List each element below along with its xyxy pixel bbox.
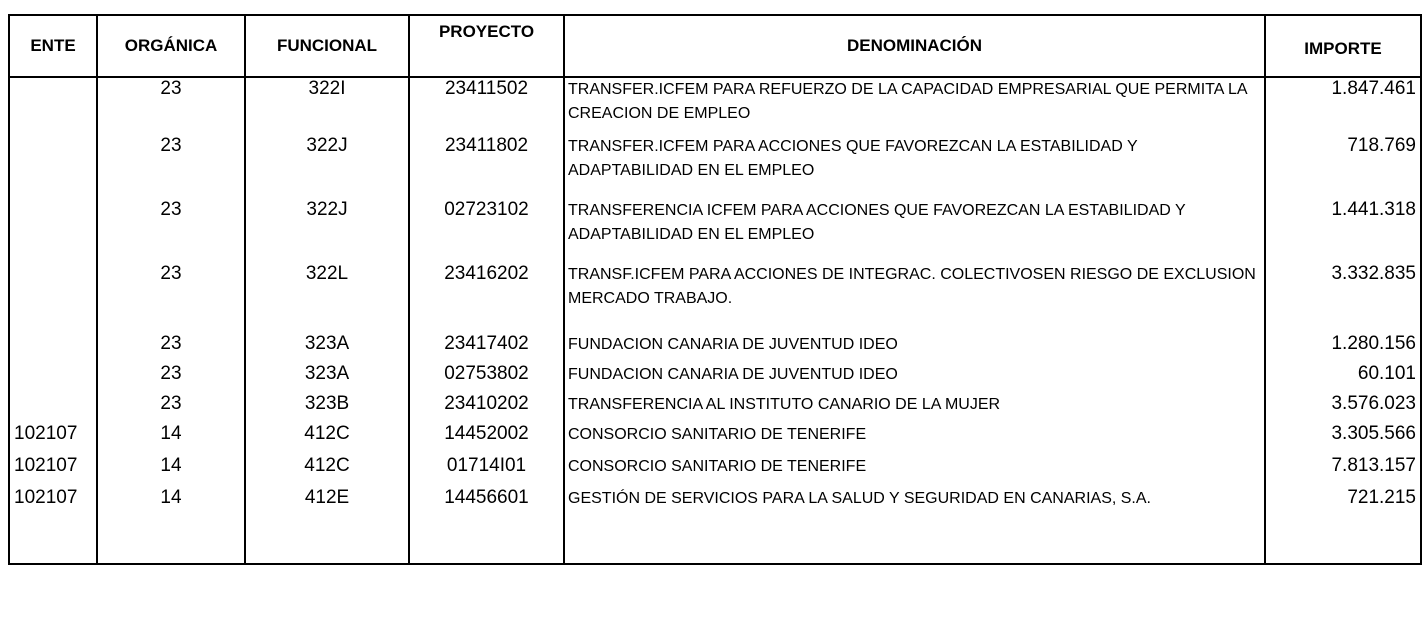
cell-importe: 1.847.461 [1265, 77, 1421, 135]
cell-proyecto: 23410202 [409, 393, 564, 423]
cell-proyecto: 02723102 [409, 199, 564, 263]
cell-importe: 7.813.157 [1265, 455, 1421, 487]
cell-ente [9, 363, 97, 393]
cell-denominacion: TRANSFERENCIA AL INSTITUTO CANARIO DE LA MUJER [564, 393, 1265, 423]
cell-funcional: 412C [245, 423, 409, 455]
cell-importe: 1.280.156 [1265, 333, 1421, 363]
cell-importe: 3.305.566 [1265, 423, 1421, 455]
cell-importe: 1.441.318 [1265, 199, 1421, 263]
cell-funcional: 322J [245, 135, 409, 199]
cell-ente [9, 135, 97, 199]
cell-organica: 23 [97, 263, 245, 333]
cell-importe: 3.332.835 [1265, 263, 1421, 333]
cell-ente [9, 393, 97, 423]
cell-proyecto: 23416202 [409, 263, 564, 333]
budget-table-page [8, 14, 1420, 601]
table-row [9, 135, 1421, 199]
cell-denominacion: GESTIÓN DE SERVICIOS PARA LA SALUD Y SEGURIDAD EN CANARIAS, S.A. [564, 487, 1265, 564]
table-row [9, 333, 1421, 363]
cell-organica: 14 [97, 487, 245, 564]
header-organica: ORGÁNICA [97, 15, 245, 77]
cell-denominacion: CONSORCIO SANITARIO DE TENERIFE [564, 455, 1265, 487]
cell-proyecto: 01714I01 [409, 455, 564, 487]
cell-funcional: 323B [245, 393, 409, 423]
cell-funcional: 323A [245, 363, 409, 393]
cell-organica: 23 [97, 333, 245, 363]
cell-proyecto: 14452002 [409, 423, 564, 455]
header-funcional: FUNCIONAL [245, 15, 409, 77]
cell-ente: 102107 [9, 423, 97, 455]
cell-proyecto: 23417402 [409, 333, 564, 363]
cell-ente [9, 263, 97, 333]
table-row [9, 487, 1421, 564]
table-row [9, 77, 1421, 135]
budget-table [8, 14, 1422, 565]
header-ente: ENTE [9, 15, 97, 77]
cell-funcional: 322J [245, 199, 409, 263]
cell-importe: 721.215 [1265, 487, 1421, 564]
cell-organica: 14 [97, 455, 245, 487]
cell-ente [9, 77, 97, 135]
cell-proyecto: 23411502 [409, 77, 564, 135]
cell-denominacion: TRANSFERENCIA ICFEM PARA ACCIONES QUE FAVOREZCAN LA ESTABILIDAD Y ADAPTABILIDAD EN EL EMPLEO [564, 199, 1265, 263]
header-proyecto: PROYECTO [409, 15, 564, 77]
cell-organica: 14 [97, 423, 245, 455]
cell-denominacion: CONSORCIO SANITARIO DE TENERIFE [564, 423, 1265, 455]
cell-funcional: 412C [245, 455, 409, 487]
table-row [9, 455, 1421, 487]
table-row [9, 393, 1421, 423]
cell-denominacion: FUNDACION CANARIA DE JUVENTUD IDEO [564, 333, 1265, 363]
cell-denominacion: TRANSFER.ICFEM PARA ACCIONES QUE FAVOREZCAN LA ESTABILIDAD Y ADAPTABILIDAD EN EL EMPLEO [564, 135, 1265, 199]
cell-proyecto: 23411802 [409, 135, 564, 199]
cell-importe: 3.576.023 [1265, 393, 1421, 423]
cell-denominacion: TRANSF.ICFEM PARA ACCIONES DE INTEGRAC. COLECTIVOSEN RIESGO DE EXCLUSION MERCADO TRABAJO. [564, 263, 1265, 333]
table-row [9, 423, 1421, 455]
cell-organica: 23 [97, 199, 245, 263]
table-row [9, 263, 1421, 333]
cell-denominacion: TRANSFER.ICFEM PARA REFUERZO DE LA CAPACIDAD EMPRESARIAL QUE PERMITA LA CREACION DE EMPLEO [564, 77, 1265, 135]
header-row [9, 15, 1421, 77]
cell-proyecto: 14456601 [409, 487, 564, 564]
cell-denominacion: FUNDACION CANARIA DE JUVENTUD IDEO [564, 363, 1265, 393]
cell-funcional: 322L [245, 263, 409, 333]
cell-funcional: 412E [245, 487, 409, 564]
cell-organica: 23 [97, 135, 245, 199]
cell-ente: 102107 [9, 455, 97, 487]
cell-organica: 23 [97, 363, 245, 393]
cell-ente [9, 333, 97, 363]
table-row [9, 363, 1421, 393]
header-importe: IMPORTE [1265, 15, 1421, 77]
cell-importe: 60.101 [1265, 363, 1421, 393]
cell-funcional: 323A [245, 333, 409, 363]
header-denominacion: DENOMINACIÓN [564, 15, 1265, 77]
cell-organica: 23 [97, 393, 245, 423]
cell-ente [9, 199, 97, 263]
cell-organica: 23 [97, 77, 245, 135]
cell-funcional: 322I [245, 77, 409, 135]
cell-proyecto: 02753802 [409, 363, 564, 393]
cell-importe: 718.769 [1265, 135, 1421, 199]
table-row [9, 199, 1421, 263]
cell-ente: 102107 [9, 487, 97, 564]
